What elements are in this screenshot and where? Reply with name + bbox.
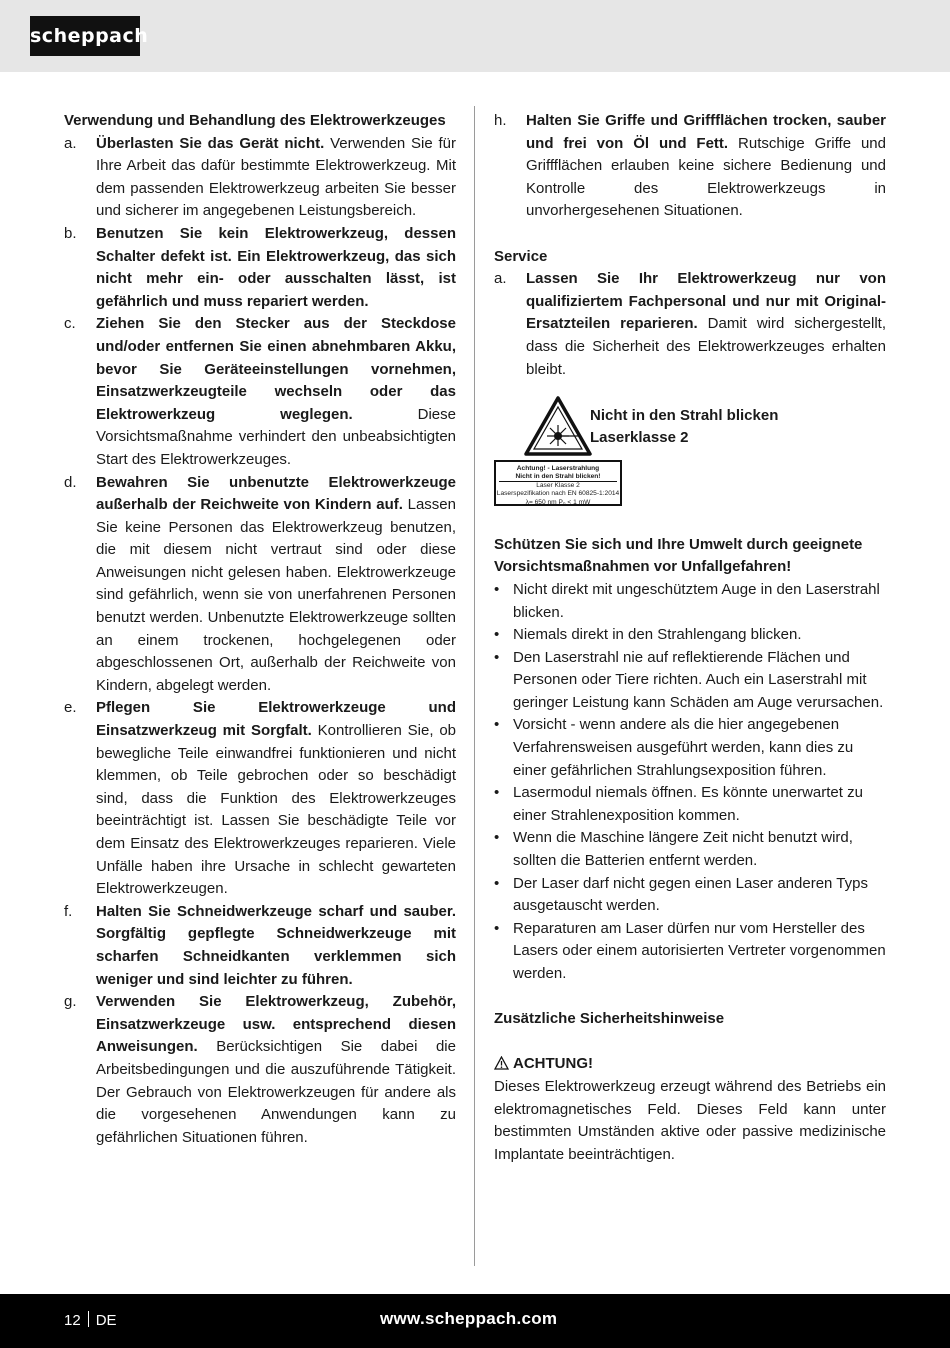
right-column xyxy=(494,110,886,1166)
laser-caption-line1: Nicht in den Strahl blicken xyxy=(590,406,779,424)
list-item xyxy=(64,223,456,313)
label-line1: Achtung! - Laserstrahlung xyxy=(516,464,600,472)
item-text: Diese Vorsichtsmaßnahme verhindert den unbeabsichtigten Start des Elektrowerkzeuges. xyxy=(96,405,456,468)
item-letter: g. xyxy=(64,993,77,1011)
item-text: Berücksichtigen Sie dabei die Arbeitsbedingungen und die auszuführende Tätigkeit. Der Gebrauch von Elektrowerkzeugen für andere als die vorgesehenen Anwendungen kann zu gefährlichen Situationen führen. xyxy=(96,1038,456,1146)
column-divider xyxy=(474,106,475,1266)
list-item xyxy=(494,110,886,223)
list-item xyxy=(64,472,456,698)
label-line5: λ= 650 nm P₀ < 1 mW xyxy=(525,498,591,506)
laser-caption xyxy=(590,405,778,450)
laser-warning-block xyxy=(494,408,886,534)
laser-bullet-list xyxy=(494,579,886,986)
header-bar xyxy=(0,0,950,72)
list-item: • Wenn die Maschine längere Zeit nicht benutzt wird, sollten die Batterien entfernt werden. xyxy=(494,827,886,872)
laser-warning-icon xyxy=(524,396,592,456)
item-letter: h. xyxy=(494,112,507,129)
page-number: 12 xyxy=(64,1312,81,1329)
page-indicator xyxy=(64,1311,117,1329)
item-text: Damit wird sichergestellt, dass die Sicherheit des Elektrowerkzeuges erhalten bleibt. xyxy=(526,315,886,378)
item-bold-text: Verwenden Sie Elektrowerkzeug, Zubehör, Einsatzwerkzeuge usw. entsprechend diesen Anweisungen. xyxy=(96,993,456,1056)
laser-class-label xyxy=(494,460,622,506)
label-line4: Laserspezifikation nach EN 60825-1:2014 xyxy=(496,490,620,498)
warning-label: ACHTUNG! xyxy=(513,1055,593,1073)
list-item: • Der Laser darf nicht gegen einen Laser anderen Typs ausgetauscht werden. xyxy=(494,873,886,918)
item-text: Rutschige Griffe und Griffflächen erlauben keine sichere Bedienung und Kontrolle des Elektrowerkzeugs in unvorhergesehenen Situationen. xyxy=(526,134,886,220)
item-bold-text: Halten Sie Schneidwerkzeuge scharf und sauber. Sorgfältig gepflegte Schneidwerkzeuge mit scharfen Schneidkanten verklemmen sich weniger und sind leichter zu führen. xyxy=(96,902,456,988)
list-item xyxy=(64,313,456,471)
footer-bar xyxy=(0,1294,950,1348)
label-line2: Nicht in den Strahl blicken! xyxy=(515,472,601,480)
section-heading: Verwendung und Behandlung des Elektrowerkzeuges xyxy=(64,112,446,129)
item-letter: a. xyxy=(494,270,507,288)
label-line3: Laser Klasse 2 xyxy=(536,482,580,490)
protect-heading: Schützen Sie sich und Ihre Umwelt durch geeignete Vorsichtsmaßnahmen vor Unfallgefahren! xyxy=(494,535,863,576)
additional-heading: Zusätzliche Sicherheitshinweise xyxy=(494,1010,725,1028)
item-text: Verwenden Sie für Ihre Arbeit das dafür bestimmte Elektrowerkzeug. Mit dem passenden Elektrowerkzeug arbeiten Sie besser und sicherer im angegebenen Leistungsbereich. xyxy=(96,134,456,220)
list-item: • Den Laserstrahl nie auf reflektierende Flächen und Personen oder Tiere richten. Auch ein Laserstrahl mit geringer Leistung kann Schäden am Auge verursachen. xyxy=(494,647,886,715)
warning-heading xyxy=(494,1053,886,1076)
item-bold-text: Halten Sie Griffe und Griffflächen trocken, sauber und frei von Öl und Fett. xyxy=(526,112,886,152)
item-bold-text: Ziehen Sie den Stecker aus der Steckdose und/oder entfernen Sie einen abnehmbaren Akku, bevor Sie Geräteeinstellungen vornehmen, Einsatzwerkzeugteile wechseln oder das Elektrowerkzeug weglegen. xyxy=(96,315,456,423)
item-letter: b. xyxy=(64,224,77,242)
list-item: • Vorsicht - wenn andere als die hier angegebenen Verfahrensweisen ausgeführt werden, kann dies zu einer gefährlichen Strahlungsexposition führen. xyxy=(494,714,886,782)
item-bold-text: Pflegen Sie Elektrowerkzeuge und Einsatzwerkzeug mit Sorgfalt. xyxy=(96,699,456,740)
warning-triangle-icon xyxy=(494,1056,509,1070)
item-text: Kontrollieren Sie, ob bewegliche Teile einwandfrei funktionieren und nicht klemmen, ob Teile gebrochen oder so beschädigt sind, dass die Funktion des Elektrowerkzeuges beeinträchtigt ist. Lassen Sie beschädigte Teile vor dem Einsatz des Elektrowerkzeuges reparieren. Viele Unfälle haben ihre Ursache in schlecht gewarteten Elektrowerkzeugen. xyxy=(96,722,456,898)
item-bold-text: Überlasten Sie das Gerät nicht. xyxy=(96,134,325,152)
page-separator xyxy=(88,1311,89,1327)
item-letter: e. xyxy=(64,699,77,717)
item-letter: c. xyxy=(64,315,76,333)
list-item xyxy=(494,268,886,381)
item-bold-text: Benutzen Sie kein Elektrowerkzeug, dessen Schalter defekt ist. Ein Elektrowerkzeug, das sich nicht mehr ein- oder ausschalten lässt, ist gefährlich und muss repariert werden. xyxy=(96,224,456,310)
list-item xyxy=(64,697,456,900)
warning-text: Dieses Elektrowerkzeug erzeugt während des Betriebs ein elektromagnetisches Feld. Dieses Feld kann unter bestimmten Umständen aktive oder passive medizinische Implantate beeinträchtigen. xyxy=(494,1077,886,1163)
language-code: DE xyxy=(95,1312,117,1329)
left-column xyxy=(64,110,456,1149)
list-item xyxy=(64,991,456,1149)
list-item: • Niemals direkt in den Strahlengang blicken. xyxy=(494,624,886,647)
item-letter: d. xyxy=(64,473,77,491)
list-item xyxy=(64,901,456,991)
laser-caption-line2: Laserklasse 2 xyxy=(590,429,689,447)
list-item xyxy=(64,133,456,223)
service-heading: Service xyxy=(494,247,548,265)
item-bold-text: Lassen Sie Ihr Elektrowerkzeug nur von qualifiziertem Fachpersonal und nur mit Original-Ersatzteilen reparieren. xyxy=(526,270,886,333)
item-letter: f. xyxy=(64,902,73,920)
list-item: • Nicht direkt mit ungeschütztem Auge in den Laserstrahl blicken. xyxy=(494,579,886,624)
list-item: • Reparaturen am Laser dürfen nur vom Hersteller des Lasers oder einem autorisierten Vertreter vorgenommen werden. xyxy=(494,918,886,986)
item-text: Lassen Sie keine Personen das Elektrowerkzeug benutzen, die mit diesem nicht vertraut sind oder diese Anweisungen nicht gelesen haben. Elektrowerkzeuge sind gefährlich, wenn sie von unerfahrenen Personen benutzt werden. Unbenutzte Elektrowerkzeuge sollten an einem trockenen, hochgelegenen oder abgeschlossenen Ort, außerhalb der Reichweite von Kindern, abgelegt werden. xyxy=(96,496,456,694)
item-bold-text: Bewahren Sie unbenutzte Elektrowerkzeuge außerhalb der Reichweite von Kindern auf. xyxy=(96,473,456,514)
brand-logo: scheppach xyxy=(30,16,140,56)
list-item: • Lasermodul niemals öffnen. Es könnte unerwartet zu einer Strahlenexposition kommen. xyxy=(494,782,886,827)
website-link[interactable]: www.scheppach.com xyxy=(380,1309,558,1328)
item-letter: a. xyxy=(64,134,77,152)
